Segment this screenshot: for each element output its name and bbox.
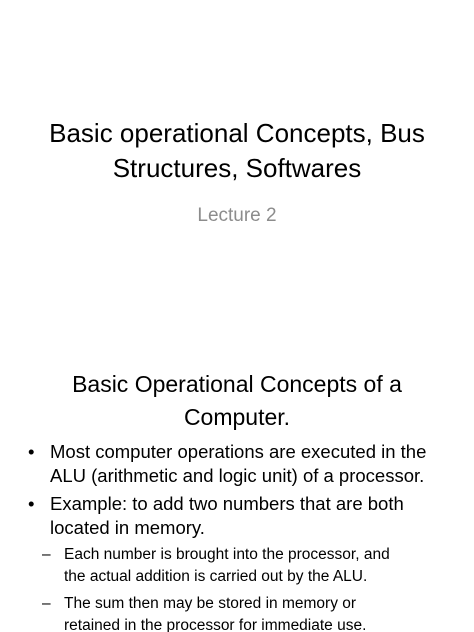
sub-bullet-item [28,593,458,632]
bullet-list [28,440,458,632]
sub-bullet-text-line-2: retained in the processor for immediate use. [64,617,367,632]
bullet-item [28,492,458,540]
slide-title-line-1: Basic operational Concepts, Bus [49,118,425,148]
bullet-text-line-2: located in memory. [50,517,205,538]
slide-title-line-2: Structures, Softwares [112,153,362,183]
sub-bullet-item [28,544,458,588]
bullet-text-line-1: Example: to add two numbers that are both [50,493,404,514]
sub-bullet-marker: – [42,595,51,612]
bullet-text-line-2: ALU (arithmetic and logic unit) of a processor. [50,465,425,486]
content-title-line-2: Computer. [183,404,291,430]
sub-bullet-marker: – [42,546,51,563]
bullet-text-line-1: Most computer operations are executed in the [50,441,427,462]
slide-subtitle: Lecture 2 [197,205,277,226]
bullet-item [28,440,458,488]
content-title-line-1: Basic Operational Concepts of a [72,371,402,397]
sub-bullet-text-line-1: The sum then may be stored in memory or [64,595,357,612]
sub-bullet-text-line-1: Each number is brought into the processor, and [64,546,390,563]
slide-content [0,316,474,632]
bullet-marker: • [28,493,35,514]
sub-bullet-text-line-2: the actual addition is carried out by the ALU. [64,568,368,585]
bullet-marker: • [28,441,35,462]
content-title [20,368,454,434]
slide-title-heading [10,116,464,186]
